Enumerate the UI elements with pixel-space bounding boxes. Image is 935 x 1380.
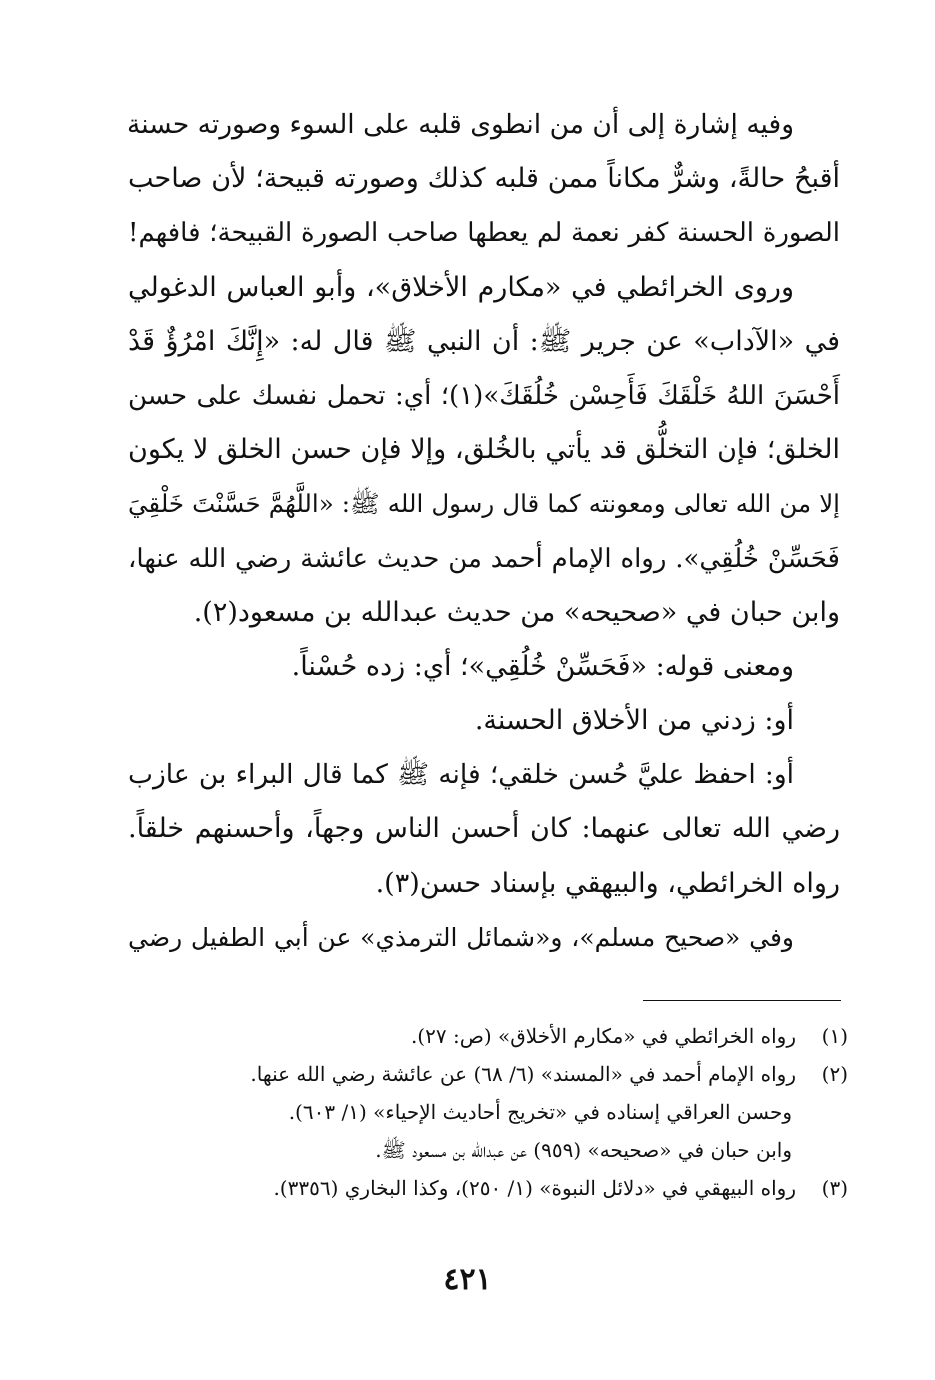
footnote-text: رواه البيهقي في «دلائل النبوة» (١/ ٢٥٠)، وكذا البخاري (٣٣٥٦). [273,1176,796,1200]
footnote-continuation [128,1093,848,1131]
footnote-separator [643,1000,841,1001]
footnote-number: (٣) [821,1176,848,1200]
page-number: ٤٢١ [443,1262,492,1297]
text-line: إلا من الله تعالى ومعونته كما قال رسول الله ﷺ: «اللَّهُمَّ حَسَّنْتَ خَلْقِيَ [128,489,840,519]
text-line: أقبحُ حالةً، وشرٌّ مكاناً ممن قلبه كذلك وصورته قبيحة؛ لأن صاحب [128,163,840,195]
text-line: أو: احفظ عليَّ حُسن خلقي؛ فإنه ﷺ كما قال البراء بن عازب [128,759,794,791]
text-line: الصورة الحسنة كفر نعمة لم يعطها صاحب الصورة القبيحة؛ فافهم! [128,218,840,249]
text-line: في «الآداب» عن جرير ﷺ: أن النبي ﷺ قال له: «إِنَّكَ امْرُؤٌ قَدْ [128,325,840,357]
main-text [128,98,840,965]
text-line: وروى الخرائطي في «مكارم الأخلاق»، وأبو العباس الدغولي [128,271,794,303]
footnote-text: وحسن العراقي إسناده في «تخريج أحاديث الإحياء» (١/ ٦٠٣). [288,1100,792,1124]
text-line: وفيه إشارة إلى أن من انطوى قلبه على السوء وصورته حسنة [127,109,794,140]
footnote-item [128,1017,848,1055]
text-line: ومعنى قوله: «فَحَسِّنْ خُلُقِي»؛ أي: زده حُسْناً. [291,650,794,682]
footnote-text: رواه الخرائطي في «مكارم الأخلاق» (ص: ٢٧). [410,1024,796,1048]
text-line: أَحْسَنَ اللهُ خَلْقَكَ فَأَحِسْن خُلُقَكَ»(١)؛ أي: تحمل نفسك على حسن [128,380,840,411]
footnote-continuation [128,1131,848,1169]
footnote-text: وابن حبان في «صحيحه» (٩٥٩) عن عبدالله بن مسعود ﷺ. [375,1138,792,1162]
text-line: فَحَسِّنْ خُلُقِي». رواه الإمام أحمد من حديث عائشة رضي الله عنها، [128,543,840,574]
footnote-text: رواه الإمام أحمد في «المسند» (٦/ ٦٨) عن عائشة رضي الله عنها. [250,1062,796,1086]
text-line: أو: زدني من الأخلاق الحسنة. [474,705,794,737]
text-line: وفي «صحيح مسلم»، و«شمائل الترمذي» عن أبي الطفيل رضي [128,922,794,952]
text-line: رواه الخرائطي، والبيهقي بإسناد حسن(٣). [375,867,840,899]
text-line: وابن حبان في «صحيحه» من حديث عبدالله بن مسعود(٢). [193,596,840,628]
footnote-number: (١) [821,1024,848,1048]
text-line: رضي الله تعالى عنهما: كان أحسن الناس وجهاً، وأحسنهم خلقاً. [128,813,840,845]
text-line: الخلق؛ فإن التخلُّق قد يأتي بالخُلق، وإلا فإن حسن الخلق لا يكون [128,434,840,466]
footnotes [128,1017,848,1207]
footnote-item [128,1169,848,1207]
footnote-item [128,1055,848,1093]
footnote-number: (٢) [821,1062,848,1086]
